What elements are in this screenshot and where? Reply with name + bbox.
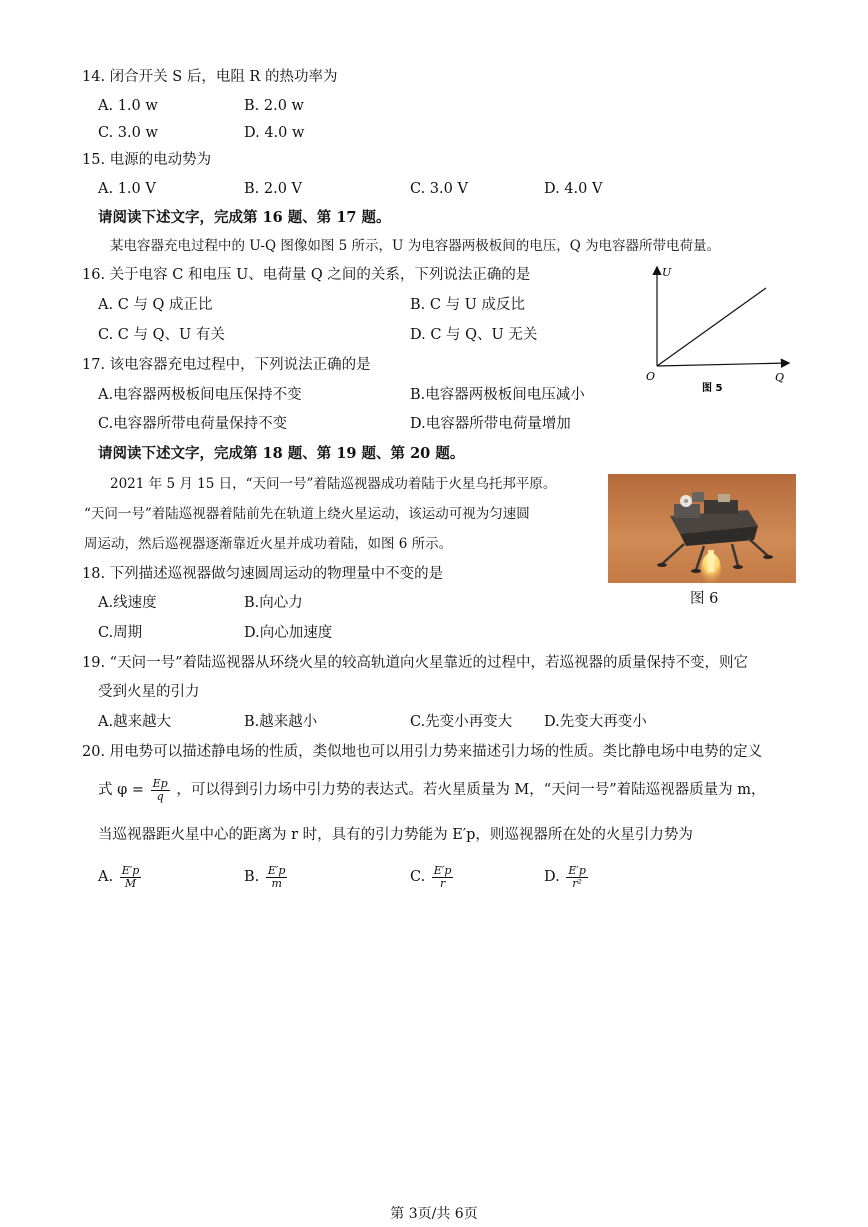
option-a-fraction: $\frac{E'p}{M}$	[121, 863, 140, 890]
q16-option-c: C. C 与 Q、U 有关	[98, 327, 225, 343]
reading-instruction-18-20: 请阅读下述文字，完成第 18 题、第 19 题、第 20 题。	[98, 445, 465, 462]
q18-stem: 18. 下列描述巡视器做匀速圆周运动的物理量中不变的是	[82, 566, 444, 582]
fraction-denominator: q	[156, 789, 164, 803]
q19-option-c: C.先变小再变大	[410, 714, 513, 730]
q17-option-c: C.电容器所带电荷量保持不变	[98, 416, 288, 432]
passage-18-line1: 2021 年 5 月 15 日，“天问一号”着陆巡视器成功着陆于火星乌托邦平原。	[110, 476, 557, 492]
q17-option-b: B.电容器两极板间电压减小	[410, 387, 585, 403]
q19-option-a: A.越来越大	[98, 714, 172, 730]
q20-formula-suffix: ，可以得到引力场中引力势的表达式。若火星质量为 M，“天问一号”着陆巡视器质量为 m，	[176, 782, 766, 798]
x-axis-label: Q	[775, 371, 785, 384]
q20-option-a: A. $\frac{E'p}{M}$	[98, 863, 140, 890]
origin-label: O	[646, 370, 656, 383]
q19-stem-line1: 19. “天问一号”着陆巡视器从环绕火星的较高轨道向火星靠近的过程中，若巡视器的质量保持不变，则它	[82, 655, 748, 671]
q19-option-d: D.先变大再变小	[544, 714, 647, 730]
uq-line	[657, 288, 766, 366]
q20-potential-fraction	[151, 778, 170, 803]
q15-option-a: A. 1.0 V	[98, 181, 156, 197]
q18-option-c: C.周期	[98, 625, 143, 641]
fraction-numerator: Ep	[152, 776, 168, 790]
q15-stem: 15. 电源的电动势为	[82, 152, 212, 168]
q14-option-d: D. 4.0 w	[244, 125, 305, 141]
figure-5-caption: 图 5	[702, 383, 723, 392]
passage-16-17: 某电容器充电过程中的 U-Q 图像如图 5 所示，U 为电容器两极板间的电压，Q 为电容器所带电荷量。	[110, 238, 721, 254]
reading-instruction-16-17: 请阅读下述文字，完成第 16 题、第 17 题。	[98, 209, 391, 226]
q20-stem-line1: 20. 用电势可以描述静电场的性质，类似地也可以用引力势来描述引力场的性质。类比静电场中电势的定义	[82, 744, 763, 760]
option-d-fraction: $\frac{E'p}{\text{r²}}$	[568, 863, 586, 890]
q14-option-a: A. 1.0 w	[98, 98, 158, 114]
q18-option-d: D.向心加速度	[244, 625, 333, 641]
option-b-fraction: $\frac{E'p}{m}$	[267, 863, 286, 890]
page-number-footer: 第 3页/共 6页	[390, 1206, 478, 1222]
q16-option-b: B. C 与 U 成反比	[410, 297, 526, 313]
figure-6-lander-image	[608, 474, 796, 583]
passage-18-line3: 周运动，然后巡视器逐渐靠近火星并成功着陆，如图 6 所示。	[84, 536, 453, 552]
q15-option-c: C. 3.0 V	[410, 181, 468, 197]
q20-stem-line3: 当巡视器距火星中心的距离为 r 时，具有的引力势能为 E′p，则巡视器所在处的火星引力势为	[98, 827, 693, 843]
q17-stem: 17. 该电容器充电过程中，下列说法正确的是	[82, 357, 371, 373]
q19-option-b: B.越来越小	[244, 714, 318, 730]
q19-stem-line2: 受到火星的引力	[98, 684, 200, 700]
q16-option-d: D. C 与 Q、U 无关	[410, 327, 538, 343]
q14-option-b: B. 2.0 w	[244, 98, 304, 114]
q18-option-b: B.向心力	[244, 595, 303, 611]
q16-option-a: A. C 与 Q 成正比	[98, 297, 213, 313]
q20-option-c: C. $\frac{E'p}{r}$	[410, 863, 452, 890]
passage-18-line2: “天问一号”着陆巡视器着陆前先在轨道上绕火星运动，该运动可视为匀速圆	[84, 506, 530, 522]
figure-5-uq-graph	[640, 262, 796, 392]
q15-option-d: D. 4.0 V	[544, 181, 603, 197]
option-c-fraction: $\frac{E'p}{r}$	[433, 863, 452, 890]
q20-formula-prefix: 式 φ =	[98, 782, 145, 798]
x-axis	[657, 363, 788, 366]
q15-option-b: B. 2.0 V	[244, 181, 303, 197]
q17-option-a: A.电容器两极板间电压保持不变	[98, 387, 302, 403]
q20-stem-line2	[98, 777, 765, 803]
q17-option-d: D.电容器所带电荷量增加	[410, 416, 571, 432]
q20-option-b: B. $\frac{E'p}{m}$	[244, 863, 286, 890]
q18-option-a: A.线速度	[98, 595, 157, 611]
q14-option-c: C. 3.0 w	[98, 125, 158, 141]
q16-stem: 16. 关于电容 C 和电压 U、电荷量 Q 之间的关系，下列说法正确的是	[82, 267, 531, 283]
figure-6-caption: 图 6	[690, 591, 719, 607]
y-axis-label: U	[662, 266, 672, 279]
q14-stem: 14. 闭合开关 S 后，电阻 R 的热功率为	[82, 69, 338, 85]
q20-option-d: D. $\frac{E'p}{\text{r²}}$	[544, 863, 586, 890]
